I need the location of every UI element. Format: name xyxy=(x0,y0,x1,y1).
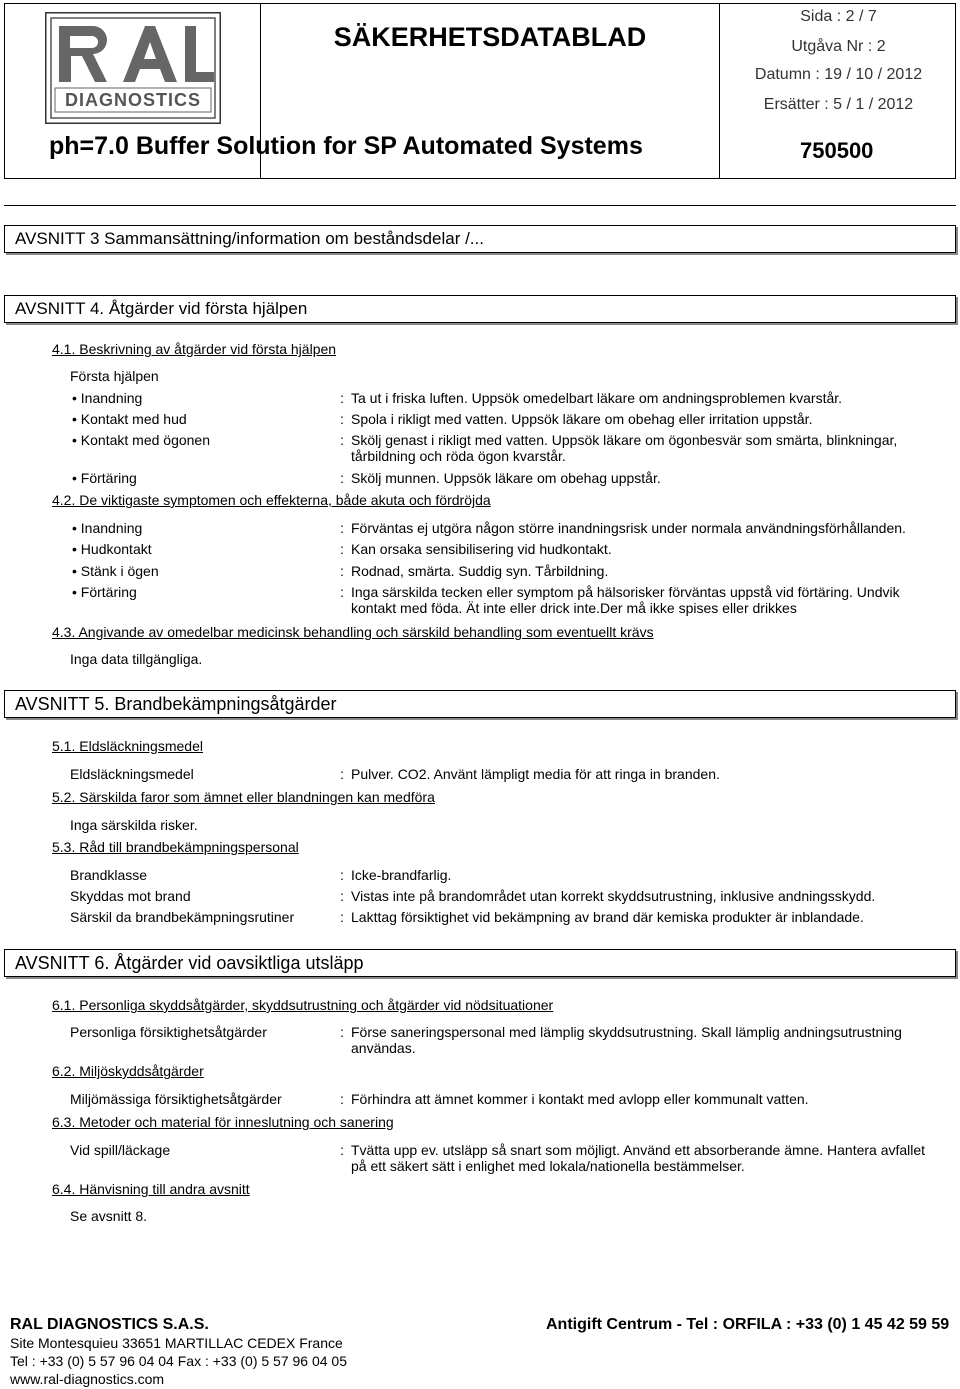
row-label: • Inandning xyxy=(72,390,142,406)
row-value: : Skölj genast i rikligt med vatten. Uppsök läkare om ögonbesvär som smärta, blinkningar, tårbildning och röda ögon kvarstår. xyxy=(340,432,898,464)
version-number: Utgåva Nr : 2 xyxy=(791,38,886,55)
no-risks-text: Inga särskilda risker. xyxy=(70,817,198,833)
subsection-5-2: 5.2. Särskilda faror som ämnet eller blandningen kan medföra xyxy=(52,789,435,805)
row-value: : Lakttag försiktighet vid bekämpning av brand där kemiska produkter är inblandade. xyxy=(340,909,864,925)
page-number: Sida : 2 / 7 xyxy=(800,8,877,25)
ral-logo xyxy=(45,12,221,124)
section-6-header: AVSNITT 6. Åtgärder vid oavsiktliga utsläpp xyxy=(4,949,956,977)
row-label: Vid spill/läckage xyxy=(70,1142,171,1158)
issue-date: Datumn : 19 / 10 / 2012 xyxy=(754,66,923,83)
row-value: : Ta ut i friska luften. Uppsök omedelbart läkare om andningsproblemen kvarstår. xyxy=(340,390,843,406)
row-value: : Pulver. CO2. Använt lämpligt media för att ringa in branden. xyxy=(340,766,720,782)
row-label: Personliga försiktighetsåtgärder xyxy=(70,1024,267,1040)
section-3-header: AVSNITT 3 Sammansättning/information om beståndsdelar /... xyxy=(4,225,956,253)
row-label: Särskil da brandbekämpningsrutiner xyxy=(70,909,295,925)
row-value: : Förhindra att ämnet kommer i kontakt med avlopp eller kommunalt vatten. xyxy=(340,1091,809,1107)
header-title-box xyxy=(260,3,720,179)
subsection-4-1: 4.1. Beskrivning av åtgärder vid första hjälpen xyxy=(52,341,337,357)
row-value: : Vistas inte på brandområdet utan korrekt skyddsutrustning, inklusive andningsskydd. xyxy=(340,888,876,904)
footer-company: RAL DIAGNOSTICS S.A.S. xyxy=(10,1316,209,1333)
product-name: ph=7.0 Buffer Solution for SP Automated Systems xyxy=(49,132,643,160)
row-label: • Hudkontakt xyxy=(72,541,152,557)
row-label: • Inandning xyxy=(72,520,142,536)
row-value: : Tvätta upp ev. utsläpp så snart som möjligt. Använd ett absorberande ämne. Hantera avfallet på ett säkert sätt i enlighet med lokala/nationella bestämmelser. xyxy=(340,1142,926,1174)
row-label: • Förtäring xyxy=(72,470,137,486)
row-value: : Förse saneringspersonal med lämplig skyddsutrustning. Skall lämplig andningsutrustning användas. xyxy=(340,1024,902,1056)
document-title: SÄKERHETSDATABLAD xyxy=(333,22,647,52)
subsection-5-3: 5.3. Råd till brandbekämpningspersonal xyxy=(52,839,299,855)
see-section-text: Se avsnitt 8. xyxy=(70,1208,148,1224)
replaces-date: Ersätter : 5 / 1 / 2012 xyxy=(763,96,914,113)
subsection-6-2: 6.2. Miljöskyddsåtgärder xyxy=(52,1063,204,1079)
header-divider xyxy=(4,205,956,206)
row-value: : Skölj munnen. Uppsök läkare om obehag uppstår. xyxy=(340,470,661,486)
footer-phone-fax: Tel : +33 (0) 5 57 96 04 04 Fax : +33 (0) 5 57 96 04 05 xyxy=(10,1353,348,1369)
row-label: Skyddas mot brand xyxy=(70,888,191,904)
row-label: • Kontakt med hud xyxy=(72,411,187,427)
subsection-6-3: 6.3. Metoder och material för inneslutning och sanering xyxy=(52,1114,394,1130)
row-label: Miljömässiga försiktighetsåtgärder xyxy=(70,1091,282,1107)
product-code: 750500 xyxy=(800,138,874,163)
footer-poison-center: Antigift Centrum - Tel : ORFILA : +33 (0) 1 45 42 59 59 xyxy=(546,1316,950,1333)
section-4-header: AVSNITT 4. Åtgärder vid första hjälpen xyxy=(4,295,956,323)
row-label: • Kontakt med ögonen xyxy=(72,432,210,448)
row-value: : Rodnad, smärta. Suddig syn. Tårbildning. xyxy=(340,563,609,579)
row-value: : Inga särskilda tecken eller symptom på hälsorisker förväntas uppstå vid förtäring. Undvik kontakt med föda. Ät inte eller drick inte.Der må ikke spises eller drikkes xyxy=(340,584,900,616)
subsection-4-2: 4.2. De viktigaste symptomen och effekterna, både akuta och fördröjda xyxy=(52,492,491,508)
first-aid-label: Första hjälpen xyxy=(70,368,159,384)
logo-sub-text: DIAGNOSTICS xyxy=(64,90,202,110)
row-label: • Förtäring xyxy=(72,584,137,600)
footer-website[interactable]: www.ral-diagnostics.com xyxy=(10,1371,165,1387)
row-label: • Stänk i ögen xyxy=(72,563,159,579)
row-value: : Icke-brandfarlig. xyxy=(340,867,452,883)
section-5-header: AVSNITT 5. Brandbekämpningsåtgärder xyxy=(4,690,956,718)
subsection-6-4: 6.4. Hänvisning till andra avsnitt xyxy=(52,1181,250,1197)
row-label: Eldsläckningsmedel xyxy=(70,766,194,782)
no-data-text: Inga data tillgängliga. xyxy=(70,651,203,667)
row-label: Brandklasse xyxy=(70,867,148,883)
subsection-4-3: 4.3. Angivande av omedelbar medicinsk behandling och särskild behandling som eventuellt krävs xyxy=(52,624,654,640)
row-value: : Kan orsaka sensibilisering vid hudkontakt. xyxy=(340,541,612,557)
subsection-5-1: 5.1. Eldsläckningsmedel xyxy=(52,738,203,754)
subsection-6-1: 6.1. Personliga skyddsåtgärder, skyddsutrustning och åtgärder vid nödsituationer xyxy=(52,997,554,1013)
row-value: : Spola i rikligt med vatten. Uppsök läkare om obehag eller irritation uppstår. xyxy=(340,411,813,427)
footer-address: Site Montesquieu 33651 MARTILLAC CEDEX France xyxy=(10,1335,343,1351)
row-value: : Förväntas ej utgöra någon större inandningsrisk under normala användningsförhållanden. xyxy=(340,520,906,536)
